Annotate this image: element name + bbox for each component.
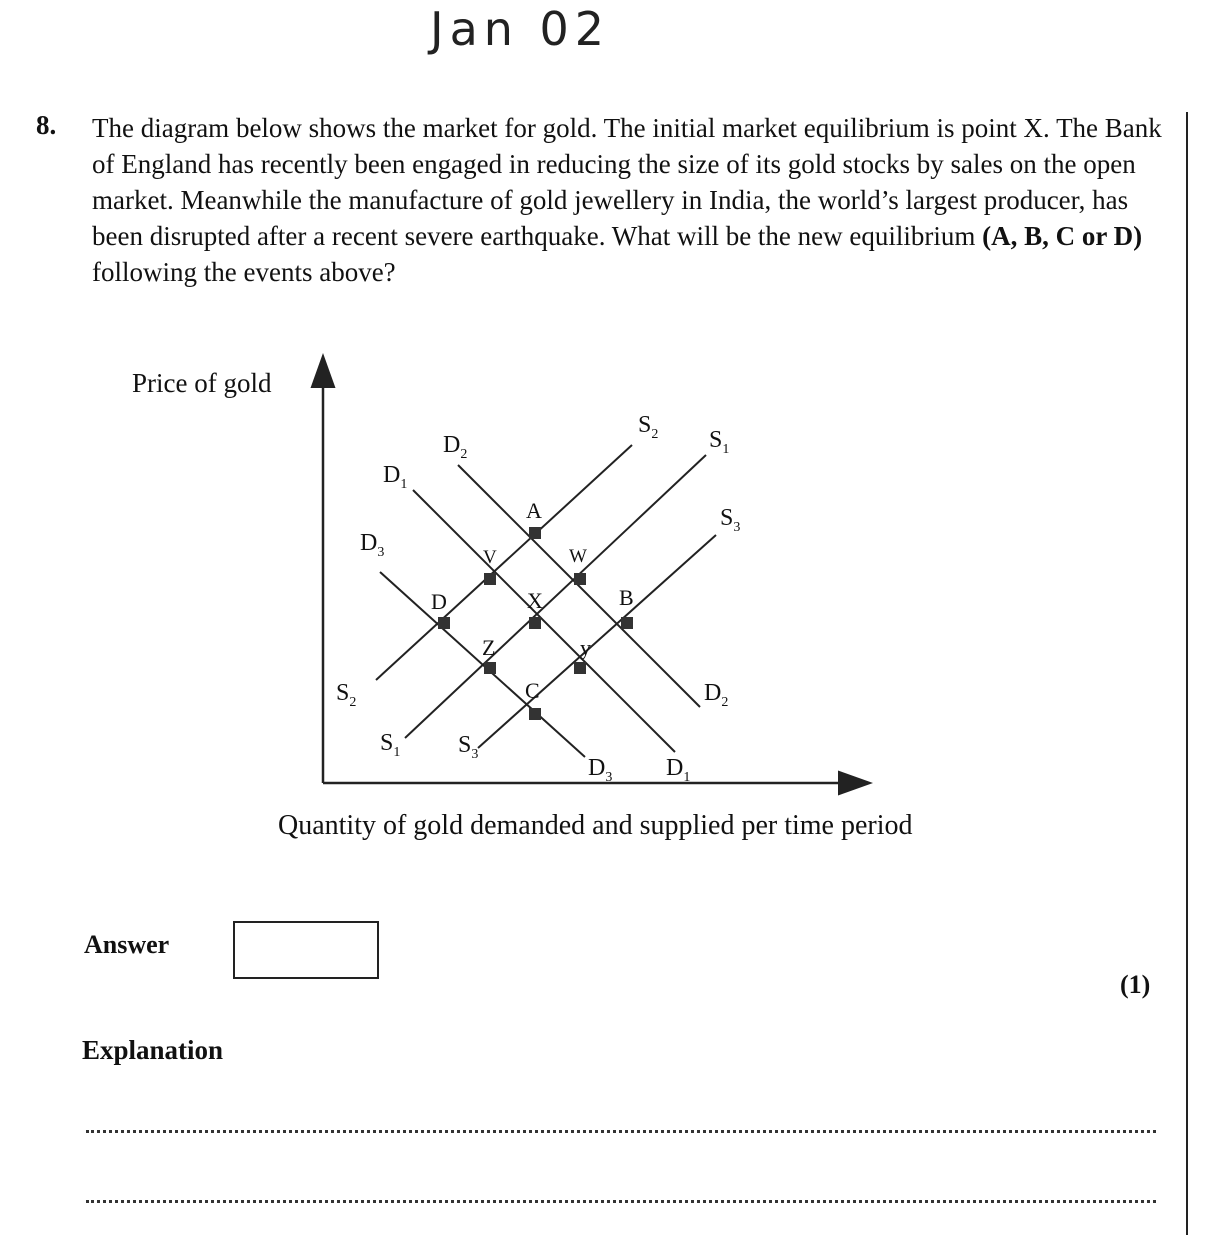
point-v-label: V [483, 547, 497, 568]
point-y-label: y [580, 635, 591, 660]
label-d3-bottom: $D_3$ [588, 755, 613, 785]
point-z-label: Z [482, 635, 496, 660]
handwritten-date-note: Jan 02 [430, 2, 611, 56]
label-s3-bottom: $S_3$ [458, 732, 479, 762]
point-b-label: B [619, 585, 634, 610]
explanation-line[interactable] [86, 1130, 1156, 1133]
point-w-label: W [569, 546, 587, 567]
question-text-options: (A, B, C or D) [982, 221, 1143, 251]
point-d-label: D [431, 589, 447, 614]
explanation-line[interactable] [86, 1200, 1156, 1203]
supply-curve-s1 [405, 455, 706, 738]
point-z-marker [484, 662, 496, 674]
point-x-label: X [527, 588, 543, 613]
question-text-part2: following the events above? [92, 257, 396, 287]
point-w-marker [574, 573, 586, 585]
explanation-label: Explanation [82, 1035, 224, 1065]
question-text-part1: The diagram below shows the market for gold. The initial market equilibrium is point X. The Bank of England has recently been engaged in reducing the size of its gold stocks by sales on the open market. Meanwhile the manufacture of gold jewellery in India, the world’s largest producer, has been disrupted after a recent severe earthquake. What will be the new equilibrium [92, 113, 1162, 251]
point-c-marker [529, 708, 541, 720]
point-a-marker [529, 527, 541, 539]
point-c-label: C [525, 678, 540, 703]
label-s2-bottom: $S_2$ [336, 680, 357, 710]
point-y-marker [574, 662, 586, 674]
x-axis-label: Quantity of gold demanded and supplied per time period [278, 810, 913, 841]
question-number: 8. [36, 110, 57, 140]
label-s2-top: $S_2$ [638, 412, 659, 442]
label-s1-bottom: $S_1$ [380, 730, 401, 760]
point-d-marker [438, 617, 450, 629]
supply-curve-s3 [478, 535, 716, 748]
label-s3-right: $S_3$ [720, 505, 741, 535]
point-b-marker [621, 617, 633, 629]
demand-curve-d1 [413, 490, 675, 752]
label-d2-bottom: $D_2$ [704, 680, 729, 710]
answer-label: Answer [84, 930, 170, 959]
label-d3-top: $D_3$ [360, 530, 385, 560]
label-d1-bottom: $D_1$ [666, 755, 691, 785]
label-s1-top: $S_1$ [709, 427, 730, 457]
y-axis-label: Price of gold [132, 368, 272, 398]
answer-box[interactable] [233, 921, 379, 979]
label-d1-top: $D_1$ [383, 462, 408, 492]
label-d2-top: $D_2$ [443, 432, 468, 462]
point-v-marker [484, 573, 496, 585]
marks-allocation: (1) [1120, 970, 1151, 999]
point-a-label: A [526, 498, 542, 523]
point-x-marker [529, 617, 541, 629]
